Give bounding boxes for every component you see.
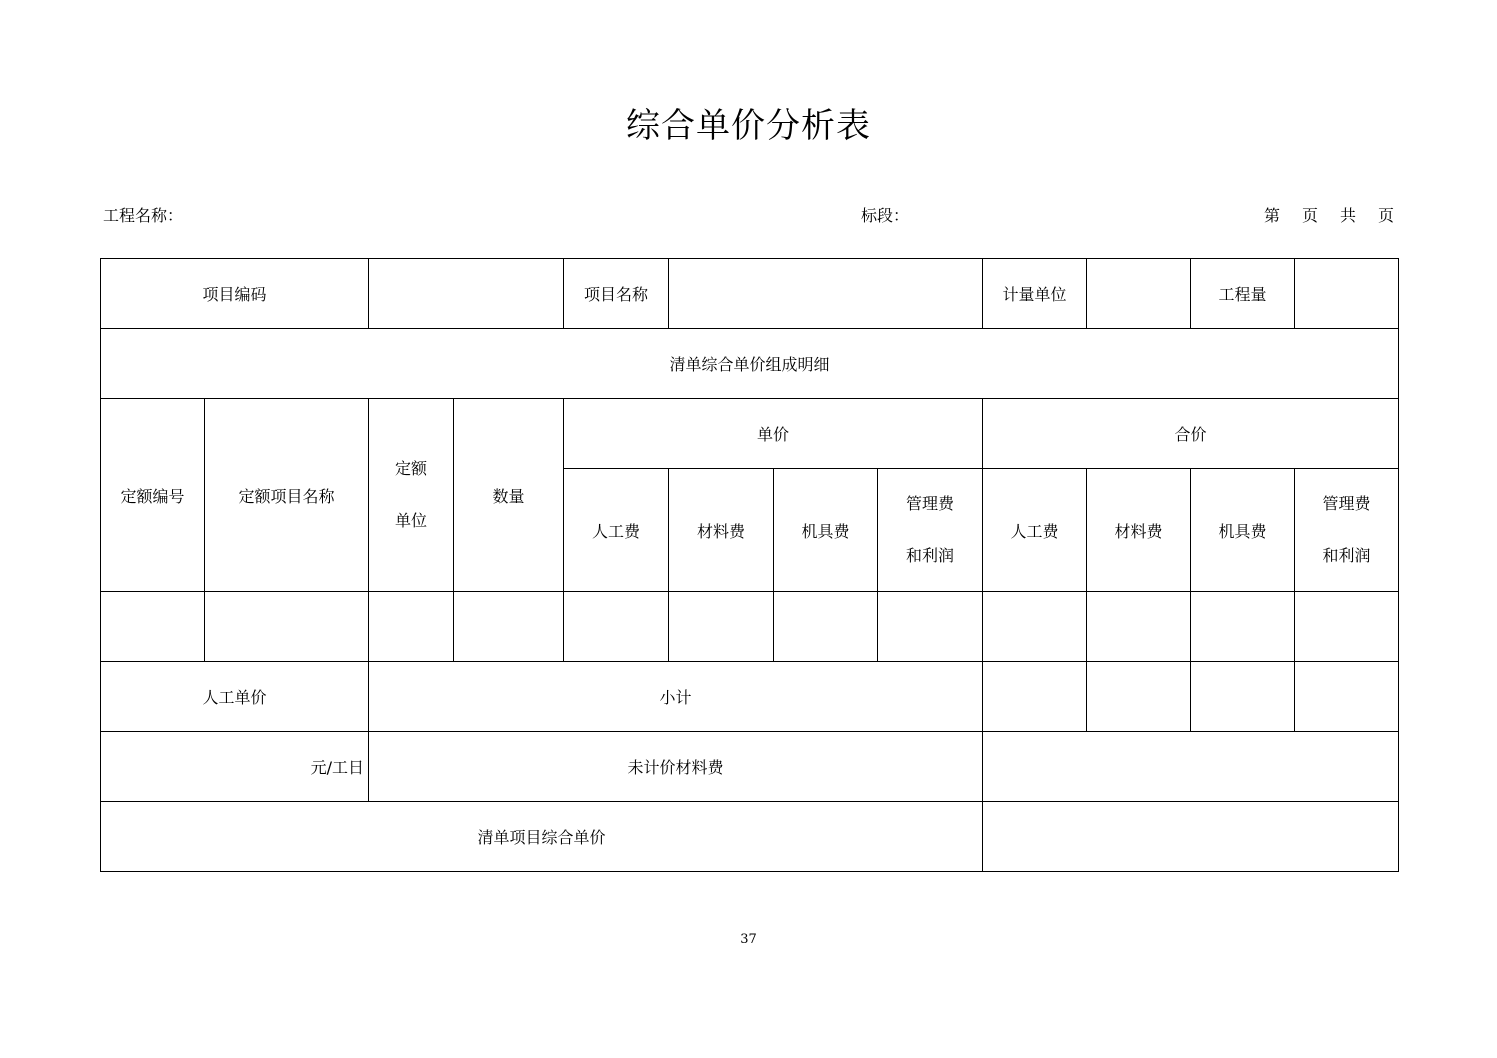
table-cell bbox=[101, 592, 205, 662]
total-price-header: 合价 bbox=[983, 399, 1399, 469]
measure-unit-value bbox=[1087, 259, 1191, 329]
item-code-value bbox=[369, 259, 564, 329]
item-name-value bbox=[669, 259, 983, 329]
table-cell bbox=[564, 592, 669, 662]
unit-mgmt-line1: 管理费 bbox=[906, 494, 955, 513]
total-machine-header: 机具费 bbox=[1191, 469, 1295, 592]
analysis-table bbox=[100, 258, 1399, 872]
composite-unit-price-value bbox=[983, 802, 1399, 872]
table-cell bbox=[1087, 592, 1191, 662]
quota-unit-header bbox=[369, 399, 454, 592]
table-cell bbox=[1295, 592, 1399, 662]
subtotal-labor bbox=[983, 662, 1087, 732]
table-cell bbox=[205, 592, 369, 662]
amount-header: 数量 bbox=[454, 399, 564, 592]
item-code-label: 项目编码 bbox=[101, 259, 369, 329]
table-cell bbox=[454, 592, 564, 662]
item-name-label: 项目名称 bbox=[564, 259, 669, 329]
table-cell bbox=[983, 592, 1087, 662]
table-row bbox=[101, 592, 1399, 662]
unpriced-material-label: 未计价材料费 bbox=[369, 732, 983, 802]
total-labor-header: 人工费 bbox=[983, 469, 1087, 592]
quota-unit-line1: 定额 bbox=[395, 459, 428, 478]
composite-unit-price-label: 清单项目综合单价 bbox=[101, 802, 983, 872]
quota-name-header: 定额项目名称 bbox=[205, 399, 369, 592]
table-cell bbox=[774, 592, 878, 662]
unpriced-material-value bbox=[983, 732, 1399, 802]
quantity-value bbox=[1295, 259, 1399, 329]
total-mgmt-line1: 管理费 bbox=[1322, 494, 1371, 513]
unit-price-header: 单价 bbox=[564, 399, 983, 469]
table-cell bbox=[1191, 592, 1295, 662]
quantity-label: 工程量 bbox=[1191, 259, 1295, 329]
section-label: 标段： bbox=[861, 206, 910, 225]
measure-unit-label: 计量单位 bbox=[983, 259, 1087, 329]
total-material-header: 材料费 bbox=[1087, 469, 1191, 592]
total-mgmt-header bbox=[1295, 469, 1399, 592]
project-name-label: 工程名称： bbox=[103, 206, 184, 225]
total-mgmt-line2: 和利润 bbox=[1322, 546, 1371, 565]
labor-unit-price-label: 人工单价 bbox=[101, 662, 369, 732]
page-number: 37 bbox=[740, 932, 757, 947]
subtotal-mgmt bbox=[1295, 662, 1399, 732]
subtotal-machine bbox=[1191, 662, 1295, 732]
unit-machine-header: 机具费 bbox=[774, 469, 878, 592]
table-cell bbox=[878, 592, 983, 662]
table-cell bbox=[369, 592, 454, 662]
unit-mgmt-line2: 和利润 bbox=[906, 546, 955, 565]
table-cell bbox=[669, 592, 774, 662]
unit-mgmt-header bbox=[878, 469, 983, 592]
unit-material-header: 材料费 bbox=[669, 469, 774, 592]
page-title: 综合单价分析表 bbox=[626, 106, 871, 146]
page-count-label: 第 页 共 页 bbox=[1263, 206, 1397, 225]
unit-labor-header: 人工费 bbox=[564, 469, 669, 592]
subtotal-label: 小计 bbox=[369, 662, 983, 732]
yuan-per-day-label: 元/工日 bbox=[101, 732, 369, 802]
quota-code-header: 定额编号 bbox=[101, 399, 205, 592]
quota-unit-line2: 单位 bbox=[395, 511, 428, 530]
subtotal-material bbox=[1087, 662, 1191, 732]
detail-header: 清单综合单价组成明细 bbox=[101, 329, 1399, 399]
